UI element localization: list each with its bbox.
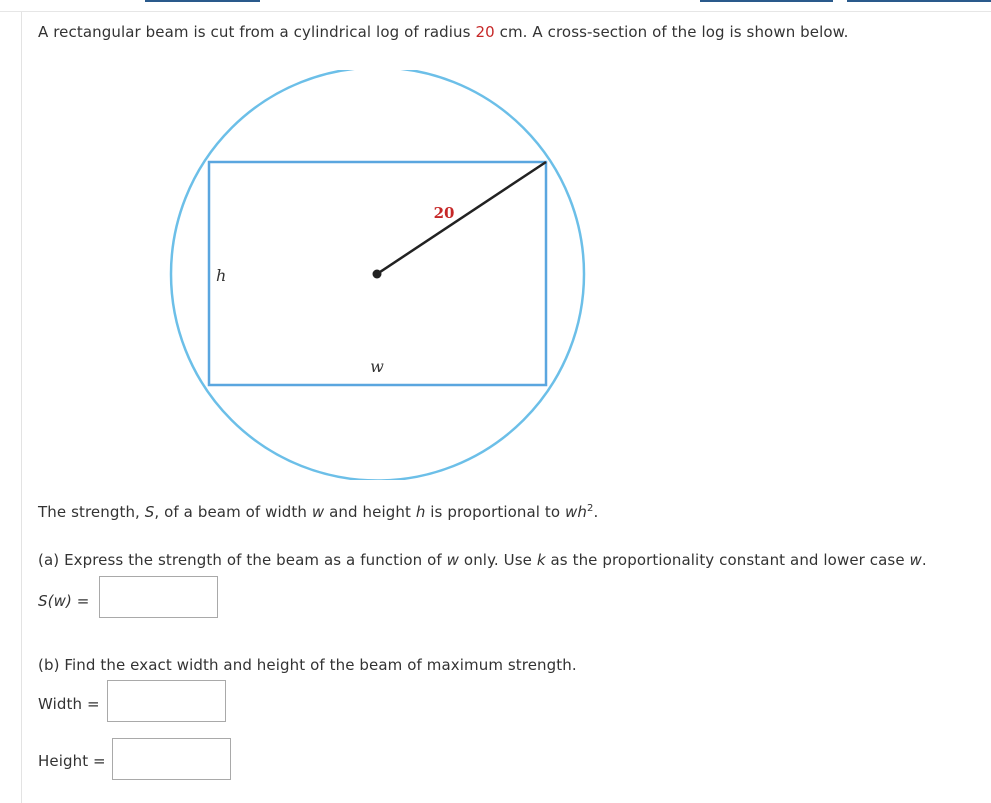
radius-line — [377, 162, 546, 274]
radius-label: 20 — [433, 204, 455, 222]
tab-indicator — [145, 0, 260, 2]
radius-value: 20 — [475, 23, 495, 41]
height-answer-input[interactable] — [112, 738, 231, 780]
log-cross-section-figure — [160, 70, 600, 480]
width-label: w — [370, 357, 384, 376]
sw-label: S(w) = — [38, 592, 90, 610]
intro-text: A rectangular beam is cut from a cylindrical log of radius — [38, 23, 476, 41]
width-answer-input[interactable] — [107, 680, 226, 722]
tab-indicator — [847, 0, 991, 2]
height-label: Height = — [38, 752, 106, 770]
strength-statement: The strength, S, of a beam of width w and height h is proportional to $wh^2$. — [38, 503, 599, 521]
width-label: Width = — [38, 695, 100, 713]
center-point — [373, 270, 382, 279]
left-border — [21, 12, 22, 803]
part-a-question: (a) Express the strength of the beam as a function of w only. Use k as the proportionality constant and lower case w. — [38, 551, 927, 569]
tab-indicator — [700, 0, 833, 2]
intro-text-end: cm. A cross-section of the log is shown below. — [494, 23, 849, 41]
problem-intro — [38, 23, 849, 41]
top-divider — [0, 11, 991, 12]
sw-answer-input[interactable] — [99, 576, 218, 618]
part-b-question: (b) Find the exact width and height of the beam of maximum strength. — [38, 656, 577, 674]
height-label: h — [216, 266, 227, 285]
